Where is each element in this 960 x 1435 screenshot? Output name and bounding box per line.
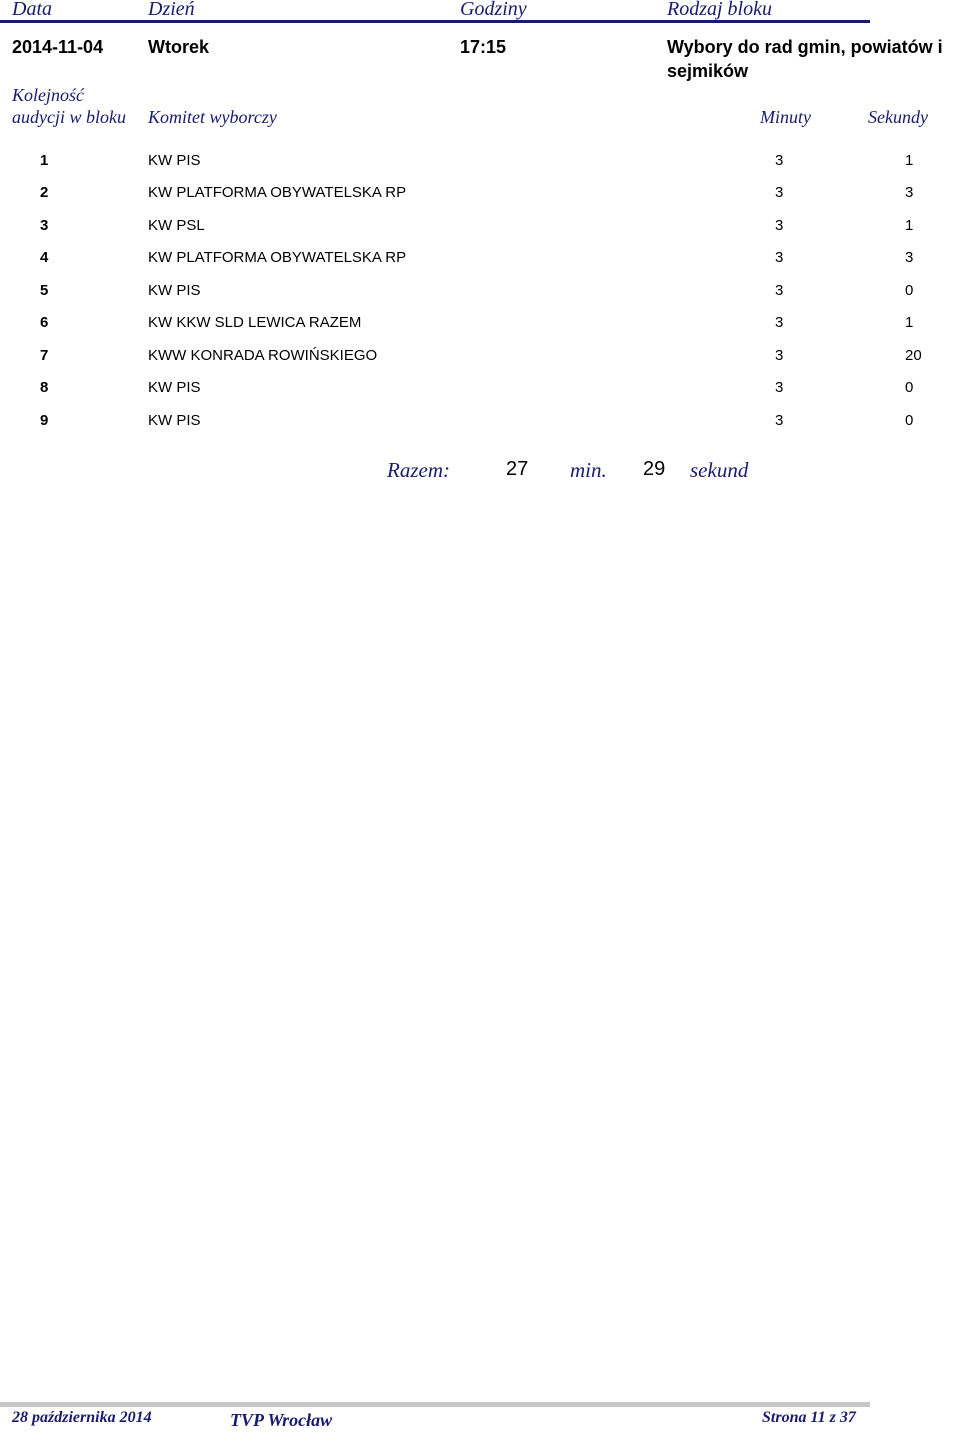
- block-time: 17:15: [460, 37, 507, 57]
- row-minutes: 3: [775, 184, 784, 201]
- row-seconds: 1: [905, 217, 914, 234]
- header-godziny: Godziny: [460, 0, 527, 20]
- row-committee: KW PIS: [148, 412, 201, 429]
- table-row: [0, 217, 960, 239]
- header-divider: [0, 20, 870, 23]
- block-type-line1: Wybory do rad gmin, powiatów i: [667, 37, 943, 57]
- row-seconds: 0: [905, 282, 914, 299]
- header-rodzaj: Rodzaj bloku: [667, 0, 772, 20]
- table-row: [0, 152, 960, 174]
- row-seconds: 3: [905, 184, 914, 201]
- footer-date: 28 października 2014: [12, 1409, 152, 1426]
- row-number: 1: [40, 152, 49, 169]
- row-seconds: 0: [905, 412, 914, 429]
- block-type-line2: sejmików: [667, 61, 749, 81]
- row-committee: KW PLATFORMA OBYWATELSKA RP: [148, 249, 407, 266]
- row-committee: KW PIS: [148, 282, 201, 299]
- row-number: 7: [40, 347, 49, 364]
- col-minutes: Minuty: [760, 107, 811, 127]
- block-date: 2014-11-04: [12, 37, 104, 57]
- col-seconds: Sekundy: [868, 107, 928, 127]
- row-number: 5: [40, 282, 49, 299]
- row-minutes: 3: [775, 412, 784, 429]
- row-seconds: 1: [905, 314, 914, 331]
- row-minutes: 3: [775, 314, 784, 331]
- table-row: [0, 347, 960, 369]
- table-row: [0, 314, 960, 336]
- row-committee: KW KKW SLD LEWICA RAZEM: [148, 314, 362, 331]
- total-row: [0, 458, 960, 486]
- block-day: Wtorek: [148, 37, 210, 57]
- row-seconds: 20: [905, 347, 922, 364]
- row-number: 6: [40, 314, 49, 331]
- total-sec-label: sekund: [690, 458, 749, 482]
- total-min-label: min.: [570, 458, 607, 482]
- table-header: [0, 0, 960, 20]
- table-row: [0, 282, 960, 304]
- row-committee: KW PIS: [148, 379, 201, 396]
- table-row: [0, 184, 960, 206]
- total-seconds: 29: [643, 458, 666, 480]
- header-dzien: Dzień: [148, 0, 195, 20]
- row-number: 2: [40, 184, 49, 201]
- row-number: 8: [40, 379, 49, 396]
- row-seconds: 1: [905, 152, 914, 169]
- row-minutes: 3: [775, 217, 784, 234]
- col-committee: Komitet wyborczy: [148, 107, 277, 127]
- row-seconds: 0: [905, 379, 914, 396]
- row-minutes: 3: [775, 347, 784, 364]
- footer-divider: [0, 1402, 870, 1407]
- total-label: Razem:: [387, 458, 450, 482]
- table-row: [0, 412, 960, 434]
- row-number: 4: [40, 249, 49, 266]
- row-seconds: 3: [905, 249, 914, 266]
- header-data: Data: [12, 0, 52, 20]
- col-order-line1: Kolejność: [12, 85, 84, 105]
- row-number: 3: [40, 217, 49, 234]
- row-minutes: 3: [775, 249, 784, 266]
- row-minutes: 3: [775, 152, 784, 169]
- table-row: [0, 249, 960, 271]
- row-committee: KWW KONRADA ROWIŃSKIEGO: [148, 347, 378, 364]
- row-committee: KW PIS: [148, 152, 201, 169]
- row-committee: KW PLATFORMA OBYWATELSKA RP: [148, 184, 407, 201]
- row-minutes: 3: [775, 282, 784, 299]
- footer-page: Strona 11 z 37: [762, 1409, 856, 1426]
- row-committee: KW PSL: [148, 217, 205, 234]
- total-minutes: 27: [506, 458, 529, 480]
- footer-station: TVP Wrocław: [230, 1410, 333, 1430]
- row-minutes: 3: [775, 379, 784, 396]
- col-order-line2: audycji w bloku: [12, 107, 126, 127]
- row-number: 9: [40, 412, 49, 429]
- table-row: [0, 379, 960, 401]
